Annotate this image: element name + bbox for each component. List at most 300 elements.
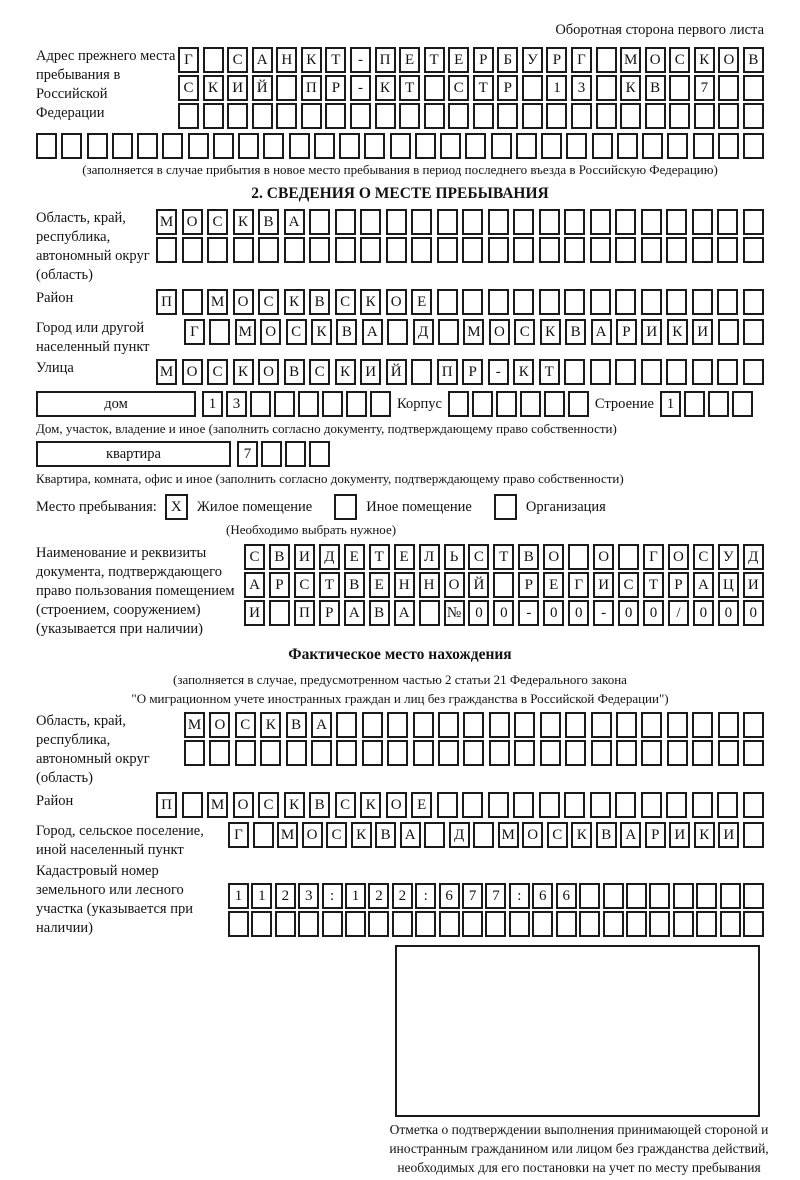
- char-box[interactable]: [497, 103, 518, 129]
- char-box[interactable]: [227, 103, 248, 129]
- char-box[interactable]: [579, 911, 600, 937]
- char-box[interactable]: А: [311, 712, 332, 738]
- char-box[interactable]: [275, 911, 296, 937]
- char-box[interactable]: Р: [325, 75, 346, 101]
- char-box[interactable]: Е: [543, 572, 564, 598]
- char-box[interactable]: Р: [319, 600, 340, 626]
- char-box[interactable]: [667, 133, 688, 159]
- char-box[interactable]: В: [269, 544, 290, 570]
- char-box[interactable]: [276, 103, 297, 129]
- char-box[interactable]: 0: [718, 600, 739, 626]
- char-box[interactable]: [336, 740, 357, 766]
- char-box[interactable]: [590, 237, 611, 263]
- char-box[interactable]: [540, 712, 561, 738]
- char-box[interactable]: [615, 237, 636, 263]
- char-box[interactable]: [112, 133, 133, 159]
- char-box[interactable]: В: [309, 289, 330, 315]
- char-box[interactable]: С: [294, 572, 315, 598]
- char-box[interactable]: Е: [411, 792, 432, 818]
- char-box[interactable]: [513, 792, 534, 818]
- char-box[interactable]: И: [593, 572, 614, 598]
- char-box[interactable]: [615, 209, 636, 235]
- char-box[interactable]: [673, 883, 694, 909]
- char-box[interactable]: [462, 289, 483, 315]
- char-box[interactable]: [350, 103, 371, 129]
- char-box[interactable]: [87, 133, 108, 159]
- char-box[interactable]: [462, 237, 483, 263]
- char-box[interactable]: [544, 391, 565, 417]
- char-box[interactable]: [692, 712, 713, 738]
- char-box[interactable]: [615, 792, 636, 818]
- char-box[interactable]: В: [645, 75, 666, 101]
- char-box[interactable]: [424, 822, 445, 848]
- char-box[interactable]: О: [233, 289, 254, 315]
- char-box[interactable]: [322, 911, 343, 937]
- char-box[interactable]: К: [667, 319, 688, 345]
- char-box[interactable]: [641, 712, 662, 738]
- char-box[interactable]: Т: [399, 75, 420, 101]
- char-box[interactable]: [228, 911, 249, 937]
- char-box[interactable]: М: [207, 289, 228, 315]
- char-box[interactable]: [532, 911, 553, 937]
- char-box[interactable]: [513, 237, 534, 263]
- char-box[interactable]: С: [335, 792, 356, 818]
- char-box[interactable]: [438, 319, 459, 345]
- char-box[interactable]: 0: [743, 600, 764, 626]
- char-box[interactable]: 0: [468, 600, 489, 626]
- char-box[interactable]: [556, 911, 577, 937]
- char-box[interactable]: В: [344, 572, 365, 598]
- char-box[interactable]: [485, 911, 506, 937]
- char-box[interactable]: [667, 740, 688, 766]
- char-box[interactable]: [156, 237, 177, 263]
- char-box[interactable]: [251, 911, 272, 937]
- char-box[interactable]: 2: [275, 883, 296, 909]
- char-box[interactable]: [424, 75, 445, 101]
- char-box[interactable]: О: [522, 822, 543, 848]
- char-box[interactable]: [462, 911, 483, 937]
- char-box[interactable]: [309, 237, 330, 263]
- char-box[interactable]: [438, 740, 459, 766]
- char-box[interactable]: [641, 237, 662, 263]
- char-box[interactable]: О: [302, 822, 323, 848]
- char-box[interactable]: 7: [485, 883, 506, 909]
- char-box[interactable]: [463, 740, 484, 766]
- char-box[interactable]: [213, 133, 234, 159]
- char-box[interactable]: О: [233, 792, 254, 818]
- char-box[interactable]: [424, 103, 445, 129]
- char-box[interactable]: Е: [399, 47, 420, 73]
- char-box[interactable]: В: [286, 712, 307, 738]
- char-box[interactable]: [325, 103, 346, 129]
- char-box[interactable]: 7: [462, 883, 483, 909]
- apartment-field-box[interactable]: квартира: [36, 441, 231, 467]
- char-box[interactable]: [565, 712, 586, 738]
- char-box[interactable]: [298, 911, 319, 937]
- char-box[interactable]: С: [326, 822, 347, 848]
- char-box[interactable]: Й: [386, 359, 407, 385]
- char-box[interactable]: П: [301, 75, 322, 101]
- char-box[interactable]: [513, 289, 534, 315]
- char-box[interactable]: [743, 359, 764, 385]
- char-box[interactable]: [298, 391, 319, 417]
- char-box[interactable]: [387, 712, 408, 738]
- char-box[interactable]: О: [593, 544, 614, 570]
- char-box[interactable]: [692, 359, 713, 385]
- char-box[interactable]: [209, 740, 230, 766]
- char-box[interactable]: [743, 319, 764, 345]
- char-box[interactable]: [743, 133, 764, 159]
- char-box[interactable]: [626, 883, 647, 909]
- char-box[interactable]: Е: [369, 572, 390, 598]
- char-box[interactable]: [592, 133, 613, 159]
- char-box[interactable]: [462, 792, 483, 818]
- char-box[interactable]: В: [518, 544, 539, 570]
- char-box[interactable]: [491, 133, 512, 159]
- char-box[interactable]: [590, 792, 611, 818]
- char-box[interactable]: 7: [237, 441, 258, 467]
- char-box[interactable]: А: [591, 319, 612, 345]
- char-box[interactable]: С: [207, 359, 228, 385]
- char-box[interactable]: -: [518, 600, 539, 626]
- char-box[interactable]: 6: [532, 883, 553, 909]
- char-box[interactable]: [696, 883, 717, 909]
- char-box[interactable]: С: [258, 792, 279, 818]
- char-box[interactable]: [617, 133, 638, 159]
- char-box[interactable]: [743, 209, 764, 235]
- char-box[interactable]: Й: [252, 75, 273, 101]
- char-box[interactable]: [669, 75, 690, 101]
- char-box[interactable]: [437, 289, 458, 315]
- char-box[interactable]: :: [509, 883, 530, 909]
- char-box[interactable]: [667, 712, 688, 738]
- char-box[interactable]: А: [244, 572, 265, 598]
- char-box[interactable]: К: [203, 75, 224, 101]
- char-box[interactable]: И: [294, 544, 315, 570]
- char-box[interactable]: [566, 133, 587, 159]
- char-box[interactable]: Т: [325, 47, 346, 73]
- char-box[interactable]: 0: [493, 600, 514, 626]
- char-box[interactable]: 2: [368, 883, 389, 909]
- char-box[interactable]: [564, 359, 585, 385]
- char-box[interactable]: [568, 391, 589, 417]
- char-box[interactable]: А: [394, 600, 415, 626]
- char-box[interactable]: [362, 740, 383, 766]
- char-box[interactable]: 0: [568, 600, 589, 626]
- char-box[interactable]: М: [207, 792, 228, 818]
- char-box[interactable]: Г: [178, 47, 199, 73]
- char-box[interactable]: В: [258, 209, 279, 235]
- char-box[interactable]: [539, 289, 560, 315]
- char-box[interactable]: [252, 103, 273, 129]
- char-box[interactable]: О: [645, 47, 666, 73]
- char-box[interactable]: [413, 712, 434, 738]
- char-box[interactable]: [309, 209, 330, 235]
- char-box[interactable]: С: [693, 544, 714, 570]
- char-box[interactable]: [301, 103, 322, 129]
- char-box[interactable]: /: [668, 600, 689, 626]
- char-box[interactable]: 0: [643, 600, 664, 626]
- char-box[interactable]: [720, 883, 741, 909]
- char-box[interactable]: К: [284, 289, 305, 315]
- char-box[interactable]: Г: [228, 822, 249, 848]
- char-box[interactable]: [250, 391, 271, 417]
- char-box[interactable]: В: [284, 359, 305, 385]
- char-box[interactable]: 7: [694, 75, 715, 101]
- char-box[interactable]: [345, 911, 366, 937]
- char-box[interactable]: [641, 740, 662, 766]
- char-box[interactable]: О: [260, 319, 281, 345]
- char-box[interactable]: А: [362, 319, 383, 345]
- char-box[interactable]: [178, 103, 199, 129]
- char-box[interactable]: [513, 209, 534, 235]
- char-box[interactable]: [238, 133, 259, 159]
- char-box[interactable]: [438, 712, 459, 738]
- char-box[interactable]: [618, 544, 639, 570]
- char-box[interactable]: [411, 359, 432, 385]
- char-box[interactable]: [718, 740, 739, 766]
- char-box[interactable]: [718, 712, 739, 738]
- char-box[interactable]: [448, 391, 469, 417]
- char-box[interactable]: [339, 133, 360, 159]
- char-box[interactable]: [717, 359, 738, 385]
- char-box[interactable]: [684, 391, 705, 417]
- char-box[interactable]: 0: [618, 600, 639, 626]
- char-box[interactable]: -: [593, 600, 614, 626]
- char-box[interactable]: [260, 740, 281, 766]
- char-box[interactable]: Е: [411, 289, 432, 315]
- char-box[interactable]: [209, 319, 230, 345]
- char-box[interactable]: [564, 209, 585, 235]
- char-box[interactable]: 1: [251, 883, 272, 909]
- char-box[interactable]: [541, 133, 562, 159]
- char-box[interactable]: В: [743, 47, 764, 73]
- char-box[interactable]: Б: [497, 47, 518, 73]
- char-box[interactable]: [540, 740, 561, 766]
- char-box[interactable]: Г: [568, 572, 589, 598]
- char-box[interactable]: [514, 740, 535, 766]
- char-box[interactable]: С: [335, 289, 356, 315]
- char-box[interactable]: [437, 209, 458, 235]
- char-box[interactable]: Р: [473, 47, 494, 73]
- char-box[interactable]: [488, 792, 509, 818]
- char-box[interactable]: [666, 237, 687, 263]
- char-box[interactable]: [546, 103, 567, 129]
- char-box[interactable]: [743, 289, 764, 315]
- char-box[interactable]: [743, 883, 764, 909]
- char-box[interactable]: 1: [228, 883, 249, 909]
- char-box[interactable]: [233, 237, 254, 263]
- char-box[interactable]: [489, 740, 510, 766]
- char-box[interactable]: Д: [743, 544, 764, 570]
- char-box[interactable]: 1: [546, 75, 567, 101]
- char-box[interactable]: [743, 237, 764, 263]
- char-box[interactable]: С: [618, 572, 639, 598]
- char-box[interactable]: С: [244, 544, 265, 570]
- char-box[interactable]: [743, 822, 764, 848]
- char-box[interactable]: [61, 133, 82, 159]
- char-box[interactable]: -: [350, 75, 371, 101]
- char-box[interactable]: М: [463, 319, 484, 345]
- char-box[interactable]: В: [375, 822, 396, 848]
- char-box[interactable]: [591, 740, 612, 766]
- char-box[interactable]: [642, 133, 663, 159]
- char-box[interactable]: -: [488, 359, 509, 385]
- char-box[interactable]: К: [513, 359, 534, 385]
- char-box[interactable]: М: [156, 359, 177, 385]
- char-box[interactable]: Д: [449, 822, 470, 848]
- char-box[interactable]: [509, 911, 530, 937]
- char-box[interactable]: Г: [643, 544, 664, 570]
- char-box[interactable]: М: [620, 47, 641, 73]
- char-box[interactable]: [415, 911, 436, 937]
- char-box[interactable]: А: [344, 600, 365, 626]
- char-box[interactable]: Ц: [718, 572, 739, 598]
- char-box[interactable]: [666, 359, 687, 385]
- char-box[interactable]: П: [156, 289, 177, 315]
- char-box[interactable]: Р: [668, 572, 689, 598]
- char-box[interactable]: [694, 103, 715, 129]
- char-box[interactable]: [364, 133, 385, 159]
- char-box[interactable]: С: [227, 47, 248, 73]
- char-box[interactable]: [590, 289, 611, 315]
- char-box[interactable]: 3: [571, 75, 592, 101]
- char-box[interactable]: О: [386, 289, 407, 315]
- char-box[interactable]: С: [309, 359, 330, 385]
- char-box[interactable]: К: [284, 792, 305, 818]
- char-box[interactable]: Т: [539, 359, 560, 385]
- char-box[interactable]: В: [565, 319, 586, 345]
- char-box[interactable]: У: [522, 47, 543, 73]
- char-box[interactable]: С: [178, 75, 199, 101]
- char-box[interactable]: Т: [319, 572, 340, 598]
- char-box[interactable]: [439, 911, 460, 937]
- char-box[interactable]: [370, 391, 391, 417]
- char-box[interactable]: [386, 237, 407, 263]
- char-box[interactable]: [718, 75, 739, 101]
- char-box[interactable]: [284, 237, 305, 263]
- char-box[interactable]: [413, 740, 434, 766]
- char-box[interactable]: [285, 441, 306, 467]
- char-box[interactable]: :: [415, 883, 436, 909]
- char-box[interactable]: Т: [473, 75, 494, 101]
- char-box[interactable]: [182, 792, 203, 818]
- char-box[interactable]: [649, 883, 670, 909]
- char-box[interactable]: [720, 911, 741, 937]
- char-box[interactable]: [565, 740, 586, 766]
- char-box[interactable]: [591, 712, 612, 738]
- char-box[interactable]: Н: [419, 572, 440, 598]
- char-box[interactable]: Ь: [444, 544, 465, 570]
- char-box[interactable]: О: [718, 47, 739, 73]
- char-box[interactable]: [626, 911, 647, 937]
- char-box[interactable]: Е: [448, 47, 469, 73]
- char-box[interactable]: [743, 740, 764, 766]
- char-box[interactable]: [269, 600, 290, 626]
- char-box[interactable]: К: [694, 822, 715, 848]
- char-box[interactable]: Д: [413, 319, 434, 345]
- char-box[interactable]: О: [543, 544, 564, 570]
- char-box[interactable]: Н: [276, 47, 297, 73]
- char-box[interactable]: 6: [556, 883, 577, 909]
- char-box[interactable]: [616, 740, 637, 766]
- char-box[interactable]: [488, 209, 509, 235]
- char-box[interactable]: У: [718, 544, 739, 570]
- checkbox-inoe[interactable]: [334, 494, 357, 520]
- char-box[interactable]: С: [235, 712, 256, 738]
- char-box[interactable]: О: [386, 792, 407, 818]
- char-box[interactable]: [564, 289, 585, 315]
- char-box[interactable]: И: [743, 572, 764, 598]
- char-box[interactable]: [641, 289, 662, 315]
- char-box[interactable]: 3: [298, 883, 319, 909]
- char-box[interactable]: С: [207, 209, 228, 235]
- char-box[interactable]: М: [156, 209, 177, 235]
- char-box[interactable]: Й: [468, 572, 489, 598]
- char-box[interactable]: [368, 911, 389, 937]
- char-box[interactable]: [488, 289, 509, 315]
- char-box[interactable]: К: [351, 822, 372, 848]
- char-box[interactable]: [603, 911, 624, 937]
- char-box[interactable]: К: [540, 319, 561, 345]
- char-box[interactable]: С: [547, 822, 568, 848]
- char-box[interactable]: [276, 75, 297, 101]
- char-box[interactable]: [641, 359, 662, 385]
- char-box[interactable]: 0: [693, 600, 714, 626]
- char-box[interactable]: В: [336, 319, 357, 345]
- char-box[interactable]: [253, 822, 274, 848]
- char-box[interactable]: [564, 792, 585, 818]
- char-box[interactable]: [309, 441, 330, 467]
- char-box[interactable]: О: [209, 712, 230, 738]
- char-box[interactable]: [289, 133, 310, 159]
- char-box[interactable]: В: [309, 792, 330, 818]
- char-box[interactable]: [708, 391, 729, 417]
- char-box[interactable]: [387, 740, 408, 766]
- char-box[interactable]: М: [498, 822, 519, 848]
- char-box[interactable]: П: [375, 47, 396, 73]
- char-box[interactable]: Т: [424, 47, 445, 73]
- char-box[interactable]: П: [437, 359, 458, 385]
- char-box[interactable]: В: [369, 600, 390, 626]
- char-box[interactable]: П: [294, 600, 315, 626]
- char-box[interactable]: [182, 237, 203, 263]
- char-box[interactable]: [718, 133, 739, 159]
- char-box[interactable]: [203, 103, 224, 129]
- char-box[interactable]: О: [489, 319, 510, 345]
- char-box[interactable]: [717, 237, 738, 263]
- char-box[interactable]: [440, 133, 461, 159]
- char-box[interactable]: К: [375, 75, 396, 101]
- char-box[interactable]: А: [284, 209, 305, 235]
- char-box[interactable]: К: [233, 209, 254, 235]
- char-box[interactable]: [603, 883, 624, 909]
- char-box[interactable]: [360, 209, 381, 235]
- char-box[interactable]: [137, 133, 158, 159]
- char-box[interactable]: [666, 289, 687, 315]
- char-box[interactable]: [645, 103, 666, 129]
- char-box[interactable]: [516, 133, 537, 159]
- char-box[interactable]: [596, 75, 617, 101]
- char-box[interactable]: К: [360, 792, 381, 818]
- char-box[interactable]: [375, 103, 396, 129]
- char-box[interactable]: [568, 544, 589, 570]
- char-box[interactable]: О: [444, 572, 465, 598]
- char-box[interactable]: Р: [462, 359, 483, 385]
- char-box[interactable]: [564, 237, 585, 263]
- char-box[interactable]: [207, 237, 228, 263]
- char-box[interactable]: С: [258, 289, 279, 315]
